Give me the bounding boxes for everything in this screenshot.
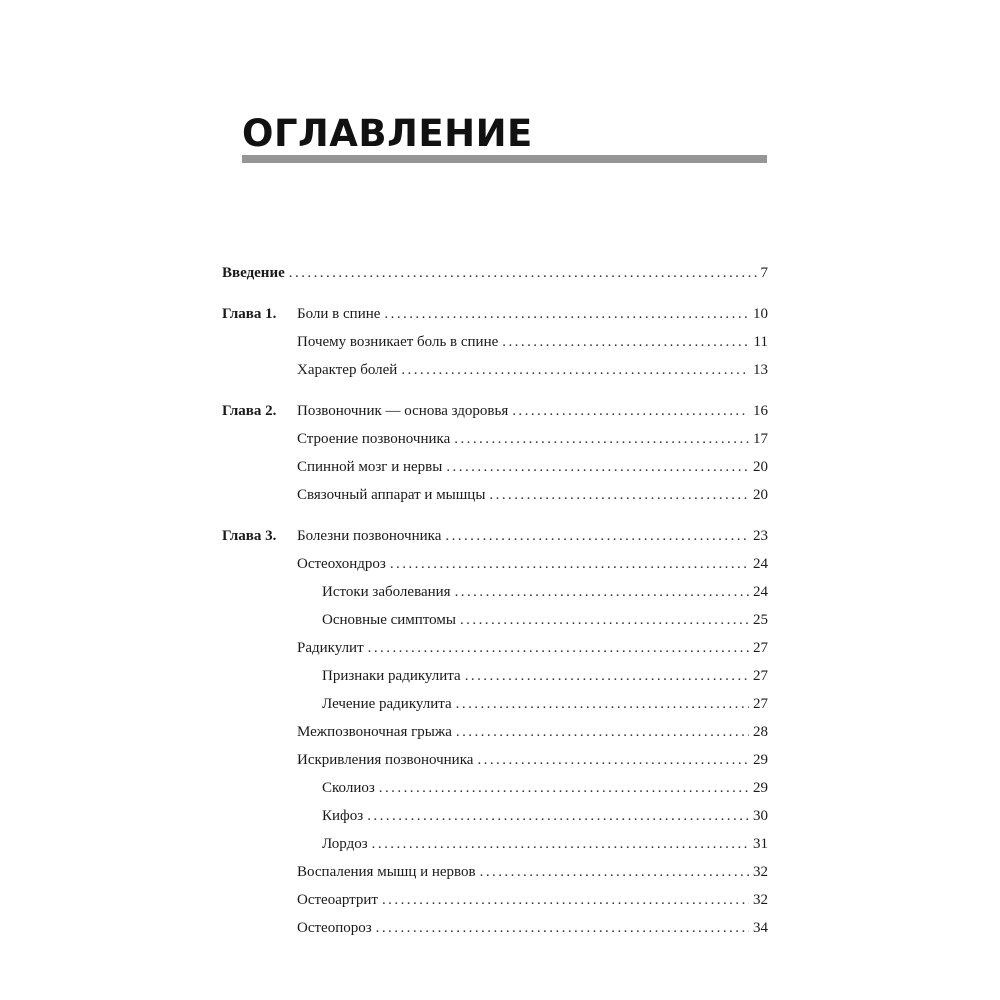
toc-entry[interactable] bbox=[222, 300, 768, 328]
toc-entry-title: Радикулит bbox=[297, 640, 364, 656]
page-title: ОГЛАВЛЕНИЕ bbox=[242, 112, 533, 155]
toc-entry-page-number: 11 bbox=[753, 334, 768, 350]
dot-leader bbox=[384, 300, 749, 328]
toc-entry-page-number: 34 bbox=[753, 920, 768, 936]
toc-entry-page-number: 20 bbox=[753, 487, 768, 503]
toc-entry-title: Почему возникает боль в спине bbox=[297, 334, 499, 350]
dot-leader bbox=[289, 259, 757, 287]
toc-entry-page-number: 13 bbox=[753, 362, 768, 378]
toc-entry-page-number: 16 bbox=[753, 403, 768, 419]
toc-entry-title: Лечение радикулита bbox=[322, 696, 452, 712]
toc-entry-page-number: 27 bbox=[753, 668, 768, 684]
toc-entry-page-number: 23 bbox=[753, 528, 768, 544]
toc-entry[interactable] bbox=[222, 453, 768, 481]
dot-leader bbox=[445, 522, 749, 550]
toc-entry-page-number: 24 bbox=[753, 584, 768, 600]
toc-entry-page-number: 29 bbox=[753, 780, 768, 796]
toc-entry[interactable] bbox=[222, 634, 768, 662]
toc-entry-page-number: 24 bbox=[753, 556, 768, 572]
toc-entry-page-number: 7 bbox=[760, 265, 768, 281]
toc-entry-title: Межпозвоночная грыжа bbox=[297, 724, 452, 740]
dot-leader bbox=[512, 397, 749, 425]
toc-entry[interactable] bbox=[222, 606, 768, 634]
toc-entry[interactable] bbox=[222, 328, 768, 356]
toc-entry-title: Остеопороз bbox=[297, 920, 372, 936]
toc-entry[interactable] bbox=[222, 522, 768, 550]
toc-entry-title: Связочный аппарат и мышцы bbox=[297, 487, 486, 503]
toc-entry-title: Спинной мозг и нервы bbox=[297, 459, 443, 475]
dot-leader bbox=[477, 746, 749, 774]
dot-leader bbox=[367, 802, 749, 830]
toc-entry[interactable] bbox=[222, 858, 768, 886]
chapter-number: Глава 2. bbox=[222, 403, 277, 419]
toc-entry[interactable] bbox=[222, 259, 768, 287]
toc-entry[interactable] bbox=[222, 578, 768, 606]
chapter-number: Глава 3. bbox=[222, 528, 277, 544]
dot-leader bbox=[372, 830, 749, 858]
chapter-number: Глава 1. bbox=[222, 306, 277, 322]
dot-leader bbox=[456, 690, 749, 718]
toc-entry[interactable] bbox=[222, 481, 768, 509]
dot-leader bbox=[456, 718, 749, 746]
toc-entry[interactable] bbox=[222, 830, 768, 858]
toc-entry[interactable] bbox=[222, 662, 768, 690]
dot-leader bbox=[376, 914, 749, 942]
toc-entry-page-number: 17 bbox=[753, 431, 768, 447]
toc-entry-title: Основные симптомы bbox=[322, 612, 456, 628]
toc-entry-page-number: 29 bbox=[753, 752, 768, 768]
dot-leader bbox=[465, 662, 749, 690]
toc-entry-title: Остеохондроз bbox=[297, 556, 386, 572]
dot-leader bbox=[489, 481, 749, 509]
toc-entry-page-number: 27 bbox=[753, 640, 768, 656]
dot-leader bbox=[379, 774, 749, 802]
toc-entry-title: Позвоночник — основа здоровья bbox=[297, 403, 509, 419]
dot-leader bbox=[446, 453, 749, 481]
toc-entry-page-number: 27 bbox=[753, 696, 768, 712]
toc-entry-title: Признаки радикулита bbox=[322, 668, 461, 684]
toc-entry[interactable] bbox=[222, 718, 768, 746]
toc-entry-title: Искривления позвоночника bbox=[297, 752, 474, 768]
toc-entry[interactable] bbox=[222, 356, 768, 384]
toc-entry-title: Лордоз bbox=[322, 836, 368, 852]
dot-leader bbox=[382, 886, 749, 914]
toc-entry[interactable] bbox=[222, 914, 768, 942]
toc-entry[interactable] bbox=[222, 425, 768, 453]
toc-entry-title: Введение bbox=[222, 265, 285, 281]
toc-entry[interactable] bbox=[222, 746, 768, 774]
dot-leader bbox=[460, 606, 749, 634]
dot-leader bbox=[390, 550, 749, 578]
toc-entry-page-number: 25 bbox=[753, 612, 768, 628]
heading-underline bbox=[242, 155, 767, 163]
toc-entry-title: Сколиоз bbox=[322, 780, 375, 796]
toc-entry-title: Болезни позвоночника bbox=[297, 528, 442, 544]
toc-entry[interactable] bbox=[222, 886, 768, 914]
toc-entry[interactable] bbox=[222, 397, 768, 425]
toc-entry-page-number: 31 bbox=[753, 836, 768, 852]
toc-entry-title: Воспаления мышц и нервов bbox=[297, 864, 476, 880]
dot-leader bbox=[502, 328, 749, 356]
toc-entry-title: Остеоартрит bbox=[297, 892, 378, 908]
toc-entry-title: Истоки заболевания bbox=[322, 584, 451, 600]
table-of-contents bbox=[222, 259, 768, 942]
toc-entry-title: Характер болей bbox=[297, 362, 398, 378]
dot-leader bbox=[401, 356, 749, 384]
dot-leader bbox=[454, 425, 749, 453]
dot-leader bbox=[455, 578, 749, 606]
toc-entry-page-number: 20 bbox=[753, 459, 768, 475]
toc-entry-page-number: 30 bbox=[753, 808, 768, 824]
toc-entry-page-number: 10 bbox=[753, 306, 768, 322]
dot-leader bbox=[480, 858, 749, 886]
toc-entry[interactable] bbox=[222, 774, 768, 802]
toc-entry-page-number: 32 bbox=[753, 864, 768, 880]
toc-entry[interactable] bbox=[222, 690, 768, 718]
toc-entry-page-number: 28 bbox=[753, 724, 768, 740]
toc-entry-title: Кифоз bbox=[322, 808, 364, 824]
toc-entry[interactable] bbox=[222, 550, 768, 578]
toc-entry-title: Строение позвоночника bbox=[297, 431, 451, 447]
toc-entry[interactable] bbox=[222, 802, 768, 830]
toc-entry-page-number: 32 bbox=[753, 892, 768, 908]
dot-leader bbox=[368, 634, 749, 662]
toc-entry-title: Боли в спине bbox=[297, 306, 381, 322]
